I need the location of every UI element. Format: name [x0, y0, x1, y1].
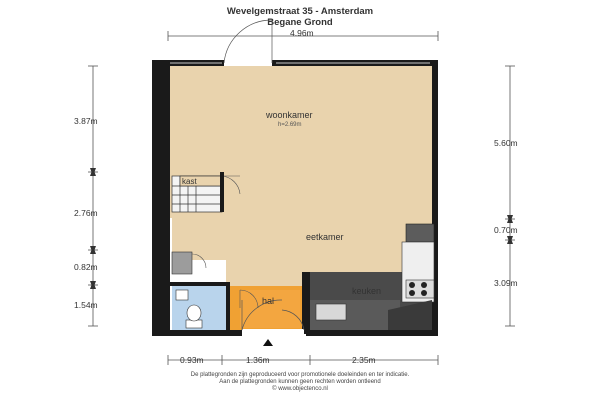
copyright-line: © www.objectenco.nl: [272, 386, 328, 392]
dimension-left-3: 0.82m: [74, 262, 98, 272]
cooktop: [406, 280, 434, 298]
entrance-arrow: [263, 339, 273, 346]
room-label-woonkamer: woonkamer: [266, 110, 313, 120]
room-label-keuken: keuken: [352, 286, 382, 296]
room-label-eetkamer: eetkamer: [306, 232, 344, 242]
disclaimer-line-1: De plattegronden zijn geproduceerd voor promotionele doeleinden en ter indicatie.: [190, 372, 410, 378]
dimension-left-4: 1.54m: [74, 300, 98, 310]
fridge: [406, 224, 434, 242]
dimension-bottom-1: 0.93m: [180, 355, 204, 365]
ceiling-height-label: h=2.69m: [278, 122, 302, 128]
front-door: [224, 20, 272, 66]
room-label-hal: hal: [262, 296, 275, 306]
dimension-top-width: 4.96m: [290, 28, 314, 38]
dimension-bottom-2: 1.36m: [246, 355, 270, 365]
room-label-kast: kast: [182, 177, 197, 186]
disclaimer-line-2: Aan de plattegronden kunnen geen rechten worden ontleend: [219, 379, 381, 385]
dimension-left-1: 3.87m: [74, 116, 98, 126]
dimension-right-3: 3.09m: [494, 278, 518, 288]
hand-basin: [176, 290, 188, 300]
meter-cupboard: [172, 252, 192, 274]
dimension-right-1: 5.60m: [494, 138, 518, 148]
dimension-left-2: 2.76m: [74, 208, 98, 218]
dimension-right-2: 0.70m: [494, 225, 518, 235]
toilet: [186, 305, 202, 328]
dimension-bottom-3: 2.35m: [352, 355, 376, 365]
bottom-dimension-line: [168, 355, 438, 365]
kitchen-sink: [316, 304, 346, 320]
plan-title: Wevelgemstraat 35 - Amsterdam: [226, 6, 374, 17]
floor-name: Begane Grond: [267, 17, 333, 28]
